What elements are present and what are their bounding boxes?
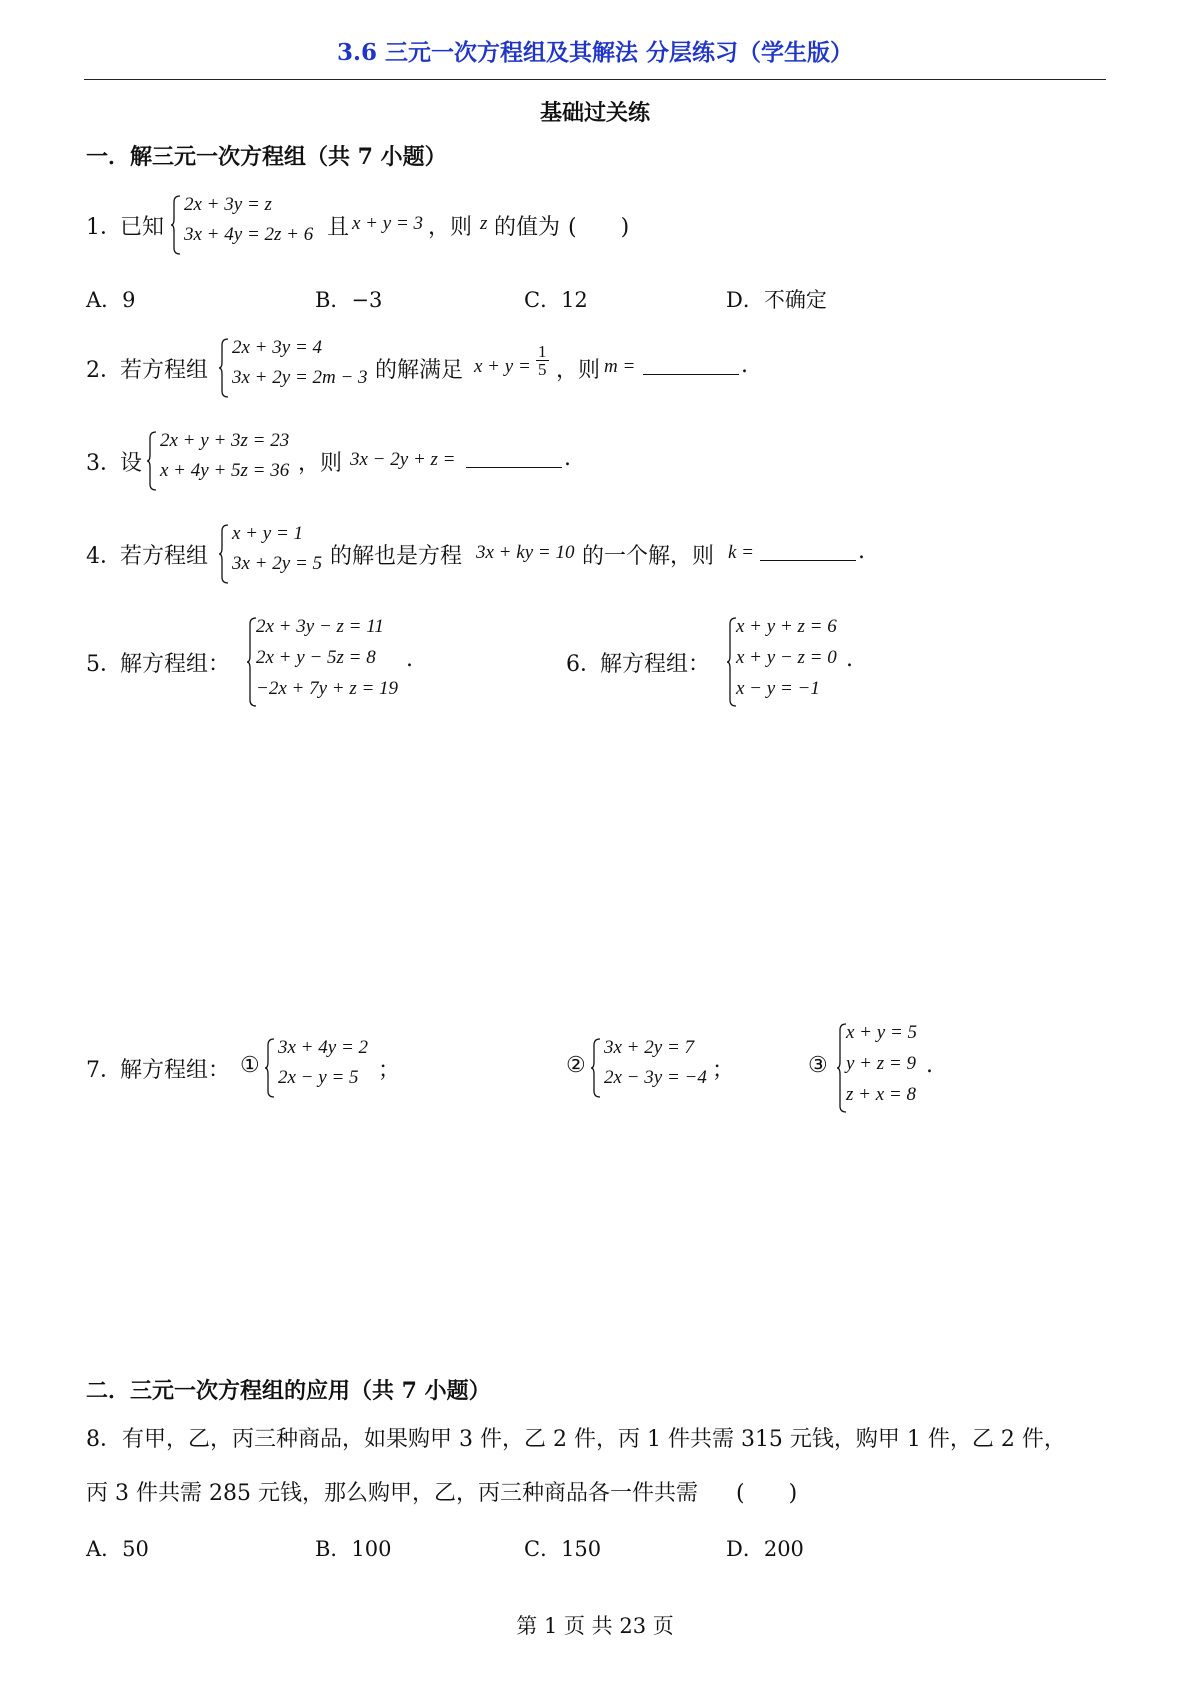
q5-end: . xyxy=(406,647,413,672)
q4-eq2: 3x + 2y = 5 xyxy=(232,553,323,574)
q4-answer-blank[interactable] xyxy=(760,542,856,563)
brace-icon xyxy=(264,1037,276,1099)
q2-tail: ，则 xyxy=(556,358,601,383)
q7-part2-eq2: 2x − 3y = −4 xyxy=(604,1067,707,1088)
q2-condition: x + y = xyxy=(474,356,531,377)
q6-eq1: x + y + z = 6 xyxy=(736,616,837,637)
q2-mid: 的解满足 xyxy=(375,358,464,383)
q5-number: 5． xyxy=(86,652,122,677)
q8-option-a: A．50 xyxy=(86,1537,149,1561)
q4-equation-system xyxy=(218,523,338,585)
q7-part3-eq2: y + z = 9 xyxy=(846,1053,916,1074)
q3-equation-system xyxy=(146,430,306,492)
q7-part3-eq1: x + y = 5 xyxy=(846,1022,918,1043)
q4-number: 4． xyxy=(86,544,122,569)
q7-part2-system xyxy=(590,1037,720,1099)
q4-mid2: 的一个解，则 xyxy=(582,544,715,569)
q4-var: k = xyxy=(728,542,755,563)
q3-end: . xyxy=(564,446,571,471)
q8-option-b: B．100 xyxy=(315,1537,392,1561)
title-divider xyxy=(84,79,1106,80)
q3-answer-blank[interactable] xyxy=(466,449,562,470)
q1-answer-paren: ( ) xyxy=(568,215,630,240)
q2-lead: 若方程组 xyxy=(120,358,209,383)
q2-end: . xyxy=(741,353,748,378)
q1-tail2: 的值为 xyxy=(494,215,561,240)
q7-part2-eq1: 3x + 2y = 7 xyxy=(604,1037,695,1058)
q8-option-d: D．200 xyxy=(726,1537,804,1561)
q8-option-c: C．150 xyxy=(524,1537,602,1561)
q8-answer-paren: ( ) xyxy=(736,1481,798,1506)
section-subtitle: 基础过关练 xyxy=(539,100,650,126)
brace-icon xyxy=(170,194,182,256)
q2-eq1: 2x + 3y = 4 xyxy=(232,337,323,358)
q7-part2-end: ； xyxy=(712,1058,735,1083)
q1-option-a: A．9 xyxy=(86,288,136,312)
page-title: 3.6 三元一次方程组及其解法 分层练习（学生版） xyxy=(336,39,854,66)
q5-equation-system xyxy=(246,616,416,708)
q3-eq1: 2x + y + 3z = 23 xyxy=(160,430,290,451)
q1-option-b: B．−3 xyxy=(315,288,383,312)
section-heading-1: 一．解三元一次方程组（共 7 小题） xyxy=(86,144,447,170)
q1-condition: x + y = 3 xyxy=(352,213,424,234)
q1-eq1: 2x + 3y = z xyxy=(184,194,272,215)
q6-end: . xyxy=(846,647,853,672)
q2-eq2: 3x + 2y = 2m − 3 xyxy=(232,367,368,388)
page-footer: 第 1 页 共 23 页 xyxy=(516,1614,674,1638)
q7-part2-mark: ② xyxy=(566,1053,586,1078)
q3-eq2: x + 4y + 5z = 36 xyxy=(160,460,290,481)
q2-fraction xyxy=(536,343,549,378)
q7-part1-mark: ① xyxy=(240,1053,260,1078)
q8-line2: 丙 3 件共需 285 元钱，那么购甲，乙，丙三种商品各一件共需 xyxy=(86,1481,698,1506)
q1-option-c: C．12 xyxy=(524,288,588,312)
q7-part1-end: ； xyxy=(378,1058,401,1083)
q6-equation-system xyxy=(726,616,856,708)
q6-lead: 解方程组： xyxy=(600,652,711,677)
brace-icon xyxy=(218,337,230,399)
q7-part1-eq2: 2x − y = 5 xyxy=(278,1067,359,1088)
q8-line1: 8．有甲，乙，丙三种商品，如果购甲 3 件，乙 2 件，丙 1 件共需 315 元钱，购甲 1 件，乙 2 件， xyxy=(86,1427,1066,1452)
q4-eq1: x + y = 1 xyxy=(232,523,304,544)
q1-number: 1． xyxy=(86,215,122,240)
q1-var: z xyxy=(480,213,488,234)
q7-part1-system xyxy=(264,1037,384,1099)
q4-equation: 3x + ky = 10 xyxy=(476,542,575,563)
q7-part3-end: . xyxy=(926,1053,933,1078)
q5-eq3: −2x + 7y + z = 19 xyxy=(256,678,399,699)
q4-lead: 若方程组 xyxy=(120,544,209,569)
q2-answer-blank[interactable] xyxy=(643,356,739,377)
brace-icon xyxy=(218,523,230,585)
q5-lead: 解方程组： xyxy=(120,652,231,677)
q4-end: . xyxy=(858,539,865,564)
brace-icon xyxy=(146,430,158,492)
q3-tail: ，则 xyxy=(298,451,343,476)
brace-icon xyxy=(590,1037,602,1099)
q3-number: 3． xyxy=(86,451,122,476)
q1-lead: 已知 xyxy=(120,215,165,240)
q7-number: 7． xyxy=(86,1058,122,1083)
q2-equation-system xyxy=(218,337,378,399)
q1-mid: 且 xyxy=(327,215,350,240)
q6-eq3: x − y = −1 xyxy=(736,678,820,699)
q5-eq2: 2x + y − 5z = 8 xyxy=(256,647,376,668)
section-heading-2: 二．三元一次方程组的应用（共 7 小题） xyxy=(86,1378,491,1404)
q7-part3-eq3: z + x = 8 xyxy=(846,1084,916,1105)
q2-number: 2． xyxy=(86,358,122,383)
q7-lead: 解方程组： xyxy=(120,1058,231,1083)
q1-tail1: ，则 xyxy=(428,215,473,240)
q4-mid1: 的解也是方程 xyxy=(330,544,463,569)
q2-fraction-numerator: 1 xyxy=(538,342,547,361)
q7-part3-mark: ③ xyxy=(808,1053,828,1078)
q1-equation-system xyxy=(170,194,330,256)
q6-number: 6． xyxy=(566,652,602,677)
q3-lead: 设 xyxy=(120,451,143,476)
q1-eq2: 3x + 4y = 2z + 6 xyxy=(184,224,314,245)
q1-option-d: D．不确定 xyxy=(726,288,827,312)
q6-eq2: x + y − z = 0 xyxy=(736,647,837,668)
q7-part1-eq1: 3x + 4y = 2 xyxy=(278,1037,369,1058)
q5-eq1: 2x + 3y − z = 11 xyxy=(256,616,384,637)
q3-expression: 3x − 2y + z = xyxy=(350,449,456,470)
q2-fraction-denominator: 5 xyxy=(538,360,547,379)
q2-var: m = xyxy=(604,356,636,377)
